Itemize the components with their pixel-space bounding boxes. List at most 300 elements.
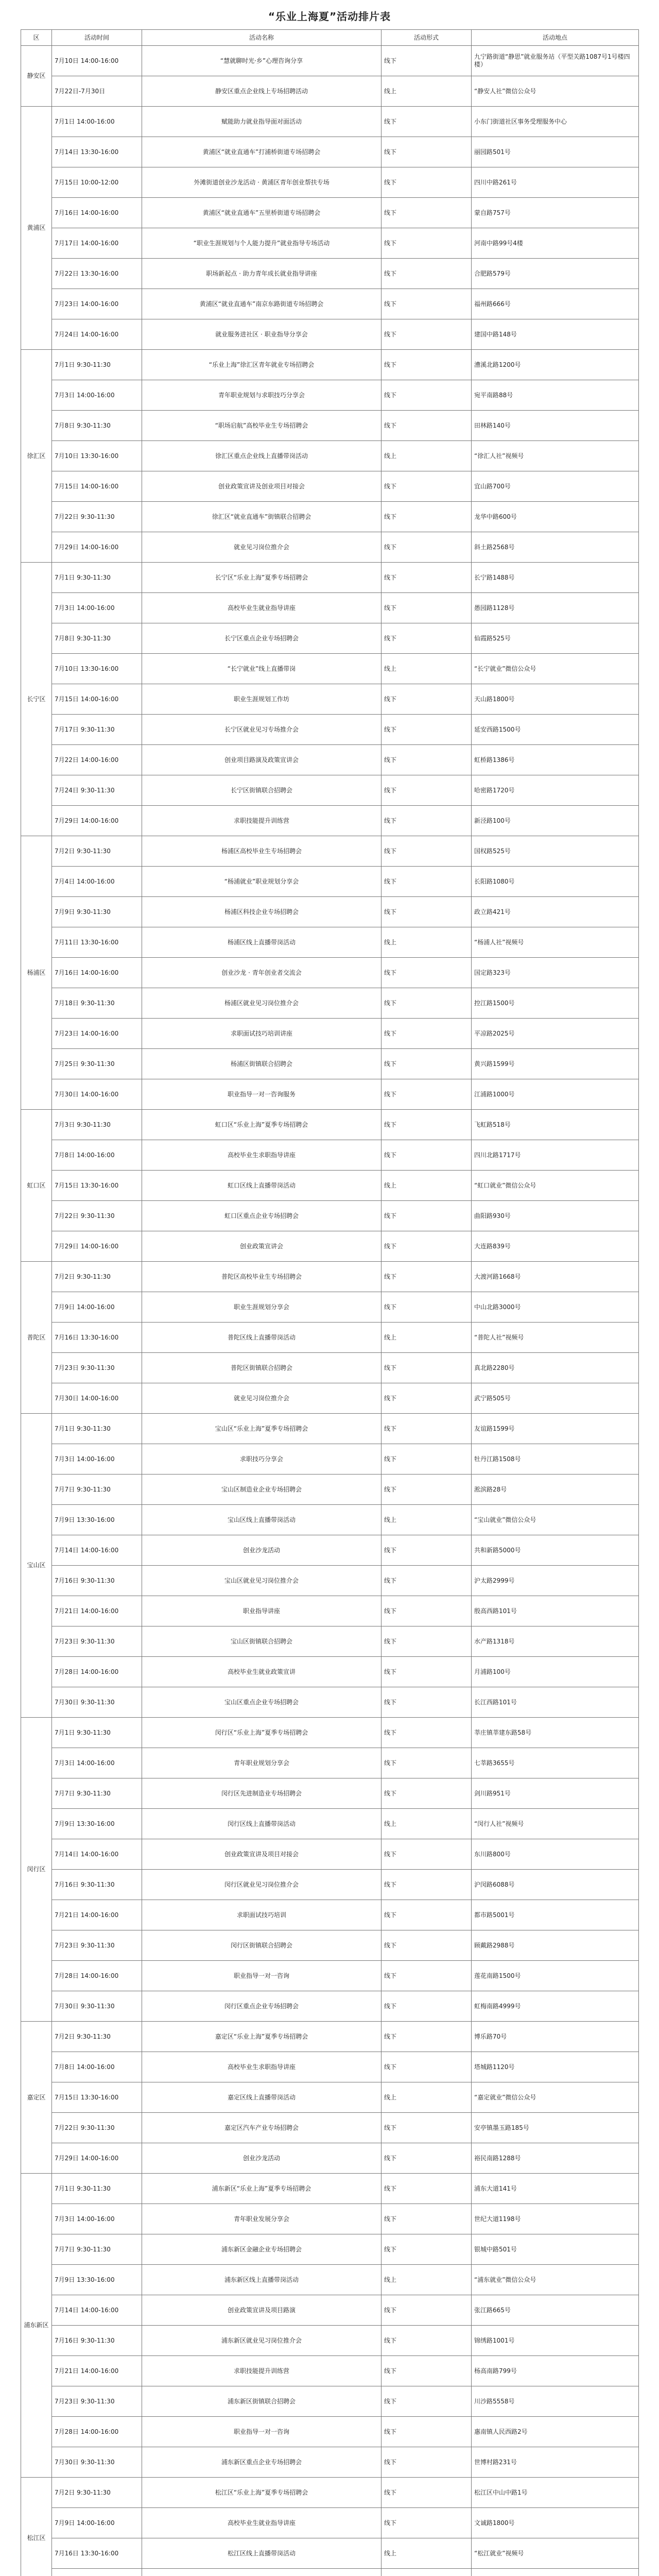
activity-form-cell: 线下 [381, 1079, 472, 1110]
activity-name-cell: 松江区“乐业上海”夏季专场招聘会 [142, 2478, 381, 2508]
activity-place-cell: 宜山路700号 [472, 471, 639, 502]
activity-place-cell: 锦绣路1001号 [472, 2326, 639, 2356]
activity-name-cell: 宝山区就业见习岗位推介会 [142, 1566, 381, 1596]
table-row [21, 1930, 639, 1961]
table-row [21, 775, 639, 806]
table-row [21, 927, 639, 958]
table-row [21, 532, 639, 563]
activity-place-cell: 中山北路3000号 [472, 1292, 639, 1323]
activity-form-cell: 线下 [381, 1414, 472, 1444]
table-row [21, 836, 639, 867]
activity-name-cell: 杨浦区高校毕业生专场招聘会 [142, 836, 381, 867]
activity-form-cell: 线下 [381, 228, 472, 259]
activity-name-cell: 创业政策宣讲会 [142, 1231, 381, 1262]
activity-time-cell: 7月7日 9:30-11:30 [52, 1475, 142, 1505]
activity-time-cell: 7月28日 14:00-16:00 [52, 1961, 142, 1991]
activity-place-cell: 塔城路1120号 [472, 2052, 639, 2082]
table-row [21, 502, 639, 532]
activity-place-cell: 新泾路100号 [472, 806, 639, 836]
activity-form-cell: 线下 [381, 2508, 472, 2538]
activity-time-cell: 7月14日 13:30-16:00 [52, 137, 142, 167]
activity-form-cell: 线下 [381, 897, 472, 927]
column-header-district: 区 [21, 30, 52, 46]
activity-time-cell: 7月23日 9:30-11:30 [52, 1930, 142, 1961]
activity-place-cell: 长江西路101号 [472, 1687, 639, 1718]
activity-time-cell: 7月9日 14:00-16:00 [52, 2508, 142, 2538]
activity-name-cell: 创业沙龙活动 [142, 1535, 381, 1566]
activity-time-cell: 7月18日 9:30-11:30 [52, 988, 142, 1019]
activity-form-cell: 线下 [381, 623, 472, 654]
activity-time-cell: 7月8日 14:00-16:00 [52, 2052, 142, 2082]
activity-form-cell: 线下 [381, 2234, 472, 2265]
activity-name-cell: 浦东新区重点企业专场招聘会 [142, 2447, 381, 2478]
activity-name-cell: 闵行区先进制造业专场招聘会 [142, 1778, 381, 1809]
table-row [21, 350, 639, 380]
activity-place-cell: 国权路525号 [472, 836, 639, 867]
activity-name-cell: 杨浦区就业见习岗位推介会 [142, 988, 381, 1019]
activity-form-cell: 线下 [381, 2143, 472, 2174]
table-row [21, 1961, 639, 1991]
activity-place-cell: 江浦路1000号 [472, 1079, 639, 1110]
activity-place-cell [472, 2569, 639, 2576]
activity-name-cell: 宝山区街镇联合招聘会 [142, 1626, 381, 1657]
activity-form-cell: 线下 [381, 1049, 472, 1079]
activity-form-cell: 线上 [381, 1505, 472, 1535]
district-cell: 宝山区 [21, 1414, 52, 1718]
activity-place-cell: “徐汇人社”视频号 [472, 441, 639, 471]
activity-place-cell: 银城中路501号 [472, 2234, 639, 2265]
activity-form-cell: 线上 [381, 76, 472, 107]
activity-time-cell: 7月15日 13:30-16:00 [52, 1171, 142, 1201]
activity-form-cell: 线下 [381, 593, 472, 623]
activity-form-cell: 线下 [381, 289, 472, 319]
activity-place-cell: 河南中路99号4楼 [472, 228, 639, 259]
activity-time-cell: 7月16日 13:30-16:00 [52, 2538, 142, 2569]
activity-name-cell: 虹口区“乐业上海”夏季专场招聘会 [142, 1110, 381, 1140]
activity-form-cell: 线下 [381, 1262, 472, 1292]
activity-time-cell: 7月16日 14:00-16:00 [52, 198, 142, 228]
district-cell: 松江区 [21, 2478, 52, 2576]
activity-name-cell: 徐汇区“就业直通车”街镇联合招聘会 [142, 502, 381, 532]
activity-name-cell: 松江区线上直播带岗活动 [142, 2538, 381, 2569]
table-row [21, 1079, 639, 1110]
table-row [21, 2052, 639, 2082]
activity-time-cell: 7月24日 14:00-16:00 [52, 319, 142, 350]
activity-name-cell: 浦东新区街镇联合招聘会 [142, 2386, 381, 2417]
activity-form-cell: 线下 [381, 867, 472, 897]
activity-time-cell [52, 2569, 142, 2576]
activity-place-cell: 沪闵路6088号 [472, 1870, 639, 1900]
table-row [21, 2204, 639, 2234]
table-row [21, 76, 639, 107]
activity-form-cell: 线下 [381, 107, 472, 137]
activity-name-cell: 求职面试技巧培训 [142, 1900, 381, 1930]
table-body [21, 46, 639, 2576]
activity-name-cell: 长宁区“乐业上海”夏季专场招聘会 [142, 563, 381, 593]
activity-name-cell: 虹口区线上直播带岗活动 [142, 1171, 381, 1201]
table-row [21, 2113, 639, 2143]
activity-time-cell: 7月16日 9:30-11:30 [52, 2326, 142, 2356]
activity-form-cell: 线下 [381, 198, 472, 228]
activity-name-cell: 长宁区就业见习专场推介会 [142, 715, 381, 745]
activity-name-cell: “乐业上海”徐汇区青年就业专场招聘会 [142, 350, 381, 380]
activity-place-cell: 殷高西路101号 [472, 1596, 639, 1626]
activity-time-cell: 7月3日 14:00-16:00 [52, 593, 142, 623]
table-row [21, 2082, 639, 2113]
table-row [21, 1475, 639, 1505]
table-row [21, 1049, 639, 1079]
table-row [21, 988, 639, 1019]
activity-name-cell: 宝山区线上直播带岗活动 [142, 1505, 381, 1535]
table-row [21, 1778, 639, 1809]
activity-name-cell: 就业见习岗位推介会 [142, 1383, 381, 1414]
activity-form-cell: 线下 [381, 2204, 472, 2234]
activity-form-cell: 线下 [381, 167, 472, 198]
table-row [21, 1292, 639, 1323]
table-row [21, 745, 639, 775]
activity-time-cell: 7月9日 13:30-16:00 [52, 1809, 142, 1839]
activity-form-cell: 线下 [381, 1201, 472, 1231]
activity-form-cell: 线下 [381, 1748, 472, 1778]
activity-place-cell: “宝山就业”微信公众号 [472, 1505, 639, 1535]
activity-form-cell: 线下 [381, 1535, 472, 1566]
activity-form-cell: 线下 [381, 1231, 472, 1262]
activity-place-cell: 东川路800号 [472, 1839, 639, 1870]
activity-name-cell: 闵行区线上直播带岗活动 [142, 1809, 381, 1839]
activity-time-cell: 7月10日 14:00-16:00 [52, 46, 142, 76]
table-row [21, 1262, 639, 1292]
activity-place-cell: 文诚路1800号 [472, 2508, 639, 2538]
activity-place-cell: 丽园路501号 [472, 137, 639, 167]
activity-place-cell: 浦东大道141号 [472, 2174, 639, 2204]
activity-time-cell: 7月16日 9:30-11:30 [52, 1870, 142, 1900]
activity-time-cell: 7月9日 9:30-11:30 [52, 897, 142, 927]
activity-place-cell: 惠南镇人民西路2号 [472, 2417, 639, 2447]
activity-name-cell: 求职面试技巧培训讲座 [142, 1019, 381, 1049]
activity-time-cell: 7月29日 14:00-16:00 [52, 2143, 142, 2174]
table-row [21, 684, 639, 715]
activity-name-cell: 高校毕业生就业政策宣讲 [142, 1657, 381, 1687]
activity-time-cell: 7月22日 9:30-11:30 [52, 1201, 142, 1231]
activity-name-cell: “杨浦就业”职业规划分享会 [142, 867, 381, 897]
activity-time-cell: 7月15日 10:00-12:00 [52, 167, 142, 198]
table-row [21, 1718, 639, 1748]
activity-place-cell: 宛平南路88号 [472, 380, 639, 411]
activity-place-cell: 大渡河路1668号 [472, 1262, 639, 1292]
activity-place-cell: 漕溪北路1200号 [472, 350, 639, 380]
activity-place-cell: 延安西路1500号 [472, 715, 639, 745]
activity-place-cell: 飞虹路518号 [472, 1110, 639, 1140]
activity-time-cell: 7月29日 14:00-16:00 [52, 1231, 142, 1262]
table-row [21, 1201, 639, 1231]
activity-place-cell: 曲阳路930号 [472, 1201, 639, 1231]
activity-name-cell: 闵行区“乐业上海”夏季专场招聘会 [142, 1718, 381, 1748]
activity-place-cell: 莘庄镇莘建东路58号 [472, 1718, 639, 1748]
table-row [21, 380, 639, 411]
activity-name-cell: 创业政策宣讲及项目对接会 [142, 1839, 381, 1870]
table-row [21, 2326, 639, 2356]
activity-place-cell: 友谊路1599号 [472, 1414, 639, 1444]
activity-time-cell: 7月9日 13:30-16:00 [52, 2265, 142, 2295]
activity-form-cell: 线下 [381, 1566, 472, 1596]
table-row [21, 1444, 639, 1475]
activity-place-cell: 小东门街道社区事务受理服务中心 [472, 107, 639, 137]
activity-time-cell: 7月22日 9:30-11:30 [52, 2113, 142, 2143]
activity-form-cell: 线下 [381, 1475, 472, 1505]
activity-form-cell: 线下 [381, 350, 472, 380]
activity-place-cell: 武宁路505号 [472, 1383, 639, 1414]
table-row [21, 167, 639, 198]
activity-place-cell: 虹桥路1386号 [472, 745, 639, 775]
activity-form-cell: 线上 [381, 1809, 472, 1839]
activity-place-cell: “嘉定就业”微信公众号 [472, 2082, 639, 2113]
activity-place-cell: 顾戴路2988号 [472, 1930, 639, 1961]
activity-form-cell: 线上 [381, 2265, 472, 2295]
district-cell: 静安区 [21, 46, 52, 107]
activity-time-cell: 7月30日 9:30-11:30 [52, 2447, 142, 2478]
activity-time-cell: 7月9日 14:00-16:00 [52, 1292, 142, 1323]
activity-time-cell: 7月30日 14:00-16:00 [52, 1079, 142, 1110]
activity-form-cell: 线下 [381, 1900, 472, 1930]
activity-form-cell: 线下 [381, 1930, 472, 1961]
activity-form-cell: 线下 [381, 2447, 472, 2478]
activity-place-cell: 剑川路951号 [472, 1778, 639, 1809]
district-cell: 浦东新区 [21, 2174, 52, 2478]
table-row [21, 1687, 639, 1718]
activity-place-cell: “松江就业”视频号 [472, 2538, 639, 2569]
activity-place-cell: 安亭镇墨玉路185号 [472, 2113, 639, 2143]
table-row [21, 1809, 639, 1839]
activity-time-cell: 7月21日 14:00-16:00 [52, 1900, 142, 1930]
activity-time-cell: 7月8日 14:00-16:00 [52, 1140, 142, 1171]
activity-name-cell: 高校毕业生求职指导讲座 [142, 2052, 381, 2082]
schedule-table [21, 29, 639, 2576]
activity-form-cell: 线下 [381, 836, 472, 867]
table-row [21, 107, 639, 137]
district-cell: 长宁区 [21, 563, 52, 836]
activity-name-cell: 职业生涯规划工作坊 [142, 684, 381, 715]
activity-place-cell: 张江路665号 [472, 2295, 639, 2326]
table-row [21, 289, 639, 319]
activity-place-cell: 九宁路街道“静思”就业服务站（平型关路1087号1号楼四楼） [472, 46, 639, 76]
column-header-place: 活动地点 [472, 30, 639, 46]
district-cell: 杨浦区 [21, 836, 52, 1110]
table-row [21, 1383, 639, 1414]
activity-time-cell: 7月30日 14:00-16:00 [52, 1383, 142, 1414]
activity-name-cell: “慧就聊时光·乡”心理咨询分享 [142, 46, 381, 76]
activity-name-cell: “职业生涯规划与个人能力提升”就业指导专场活动 [142, 228, 381, 259]
activity-place-cell: 川沙路5558号 [472, 2386, 639, 2417]
table-row [21, 2265, 639, 2295]
page-title: “乐业上海夏”活动排片表 [268, 10, 391, 23]
activity-place-cell: 建国中路148号 [472, 319, 639, 350]
table-row [21, 2143, 639, 2174]
activity-name-cell: 赋能助力就业指导面对面活动 [142, 107, 381, 137]
table-row [21, 46, 639, 76]
activity-place-cell: 国定路323号 [472, 958, 639, 988]
activity-name-cell: 青年职业规划与求职技巧分享会 [142, 380, 381, 411]
activity-name-cell: 高校毕业生求职指导讲座 [142, 1140, 381, 1171]
activity-place-cell: 天山路1800号 [472, 684, 639, 715]
activity-name-cell: 高校毕业生就业指导讲座 [142, 2508, 381, 2538]
activity-form-cell: 线下 [381, 411, 472, 441]
district-cell: 闵行区 [21, 1718, 52, 2022]
activity-form-cell: 线下 [381, 502, 472, 532]
activity-time-cell: 7月17日 9:30-11:30 [52, 715, 142, 745]
activity-place-cell: 共和新路5000号 [472, 1535, 639, 1566]
activity-place-cell: 沪太路2999号 [472, 1566, 639, 1596]
activity-place-cell: “闵行人社”视频号 [472, 1809, 639, 1839]
activity-time-cell: 7月17日 14:00-16:00 [52, 228, 142, 259]
activity-time-cell: 7月23日 14:00-16:00 [52, 1019, 142, 1049]
table-header [21, 30, 639, 46]
table-row [21, 1019, 639, 1049]
activity-place-cell: 七莘路3655号 [472, 1748, 639, 1778]
activity-time-cell: 7月11日 13:30-16:00 [52, 927, 142, 958]
activity-place-cell: “杨浦人社”视频号 [472, 927, 639, 958]
activity-time-cell: 7月23日 14:00-16:00 [52, 289, 142, 319]
table-row [21, 2417, 639, 2447]
activity-name-cell: 创业沙龙活动 [142, 2143, 381, 2174]
activity-time-cell: 7月23日 9:30-11:30 [52, 1626, 142, 1657]
table-row [21, 1505, 639, 1535]
activity-form-cell: 线下 [381, 2113, 472, 2143]
activity-name-cell: 创业沙龙 · 青年创业者交流会 [142, 958, 381, 988]
activity-time-cell: 7月14日 14:00-16:00 [52, 2295, 142, 2326]
activity-form-cell: 线下 [381, 1353, 472, 1383]
activity-name-cell: 职业指导讲座 [142, 1596, 381, 1626]
activity-name-cell: 创业政策宣讲及创业项目对接会 [142, 471, 381, 502]
table-row [21, 563, 639, 593]
activity-name-cell: 宝山区制造业企业专场招聘会 [142, 1475, 381, 1505]
activity-name-cell: 浦东新区金融企业专场招聘会 [142, 2234, 381, 2265]
table-row [21, 411, 639, 441]
activity-place-cell: 杨高南路799号 [472, 2356, 639, 2386]
activity-name-cell: 闵行区就业见习岗位推介会 [142, 1870, 381, 1900]
activity-place-cell: 黄兴路1599号 [472, 1049, 639, 1079]
activity-form-cell: 线下 [381, 137, 472, 167]
table-row [21, 1626, 639, 1657]
table-row [21, 2386, 639, 2417]
activity-form-cell: 线上 [381, 654, 472, 684]
activity-form-cell: 线下 [381, 1019, 472, 1049]
activity-form-cell: 线下 [381, 1839, 472, 1870]
district-cell: 普陀区 [21, 1262, 52, 1414]
activity-form-cell: 线下 [381, 2478, 472, 2508]
activity-name-cell: 职业指导一对一咨询 [142, 1961, 381, 1991]
activity-place-cell: 四川中路261号 [472, 167, 639, 198]
activity-place-cell: 控江路1500号 [472, 988, 639, 1019]
table-row [21, 1535, 639, 1566]
activity-form-cell [381, 2569, 472, 2576]
table-row [21, 867, 639, 897]
table-row [21, 1414, 639, 1444]
activity-form-cell: 线下 [381, 2386, 472, 2417]
activity-time-cell: 7月21日 14:00-16:00 [52, 1596, 142, 1626]
activity-name-cell: 就业见习岗位推介会 [142, 532, 381, 563]
activity-name-cell: 嘉定区“乐业上海”夏季专场招聘会 [142, 2022, 381, 2052]
activity-name-cell: 职业指导一对一咨询 [142, 2417, 381, 2447]
activity-name-cell: 宝山区“乐业上海”夏季专场招聘会 [142, 1414, 381, 1444]
activity-place-cell: “虹口就业”微信公众号 [472, 1171, 639, 1201]
activity-time-cell: 7月1日 9:30-11:30 [52, 1414, 142, 1444]
activity-place-cell: 合肥路579号 [472, 259, 639, 289]
activity-place-cell: 蒙自路757号 [472, 198, 639, 228]
table-row [21, 623, 639, 654]
activity-name-cell: “职场启航”高校毕业生专场招聘会 [142, 411, 381, 441]
activity-name-cell: 浦东新区线上直播带岗活动 [142, 2265, 381, 2295]
activity-time-cell: 7月16日 14:00-16:00 [52, 958, 142, 988]
table-row [21, 1231, 639, 1262]
district-cell: 黄浦区 [21, 107, 52, 350]
activity-place-cell: 真北路2280号 [472, 1353, 639, 1383]
activity-time-cell: 7月7日 9:30-11:30 [52, 2234, 142, 2265]
activity-time-cell: 7月10日 13:30-16:00 [52, 441, 142, 471]
activity-form-cell: 线下 [381, 2174, 472, 2204]
activity-name-cell: 长宁区街镇联合招聘会 [142, 775, 381, 806]
activity-time-cell: 7月22日 14:00-16:00 [52, 745, 142, 775]
activity-place-cell: 世博村路231号 [472, 2447, 639, 2478]
activity-name-cell: 青年职业规划分享会 [142, 1748, 381, 1778]
activity-form-cell: 线下 [381, 775, 472, 806]
activity-form-cell: 线上 [381, 2538, 472, 2569]
activity-name-cell: 杨浦区街镇联合招聘会 [142, 1049, 381, 1079]
table-row [21, 715, 639, 745]
activity-form-cell: 线上 [381, 1323, 472, 1353]
activity-form-cell: 线下 [381, 988, 472, 1019]
activity-place-cell: 长宁路1488号 [472, 563, 639, 593]
activity-time-cell: 7月8日 9:30-11:30 [52, 623, 142, 654]
activity-form-cell: 线上 [381, 2082, 472, 2113]
activity-form-cell: 线下 [381, 1687, 472, 1718]
activity-form-cell: 线下 [381, 958, 472, 988]
table-row [21, 2569, 639, 2576]
table-row [21, 137, 639, 167]
activity-form-cell: 线下 [381, 259, 472, 289]
column-header-time: 活动时间 [52, 30, 142, 46]
table-row [21, 897, 639, 927]
activity-name-cell: 长宁区重点企业专场招聘会 [142, 623, 381, 654]
activity-name-cell: 高校毕业生就业指导讲座 [142, 593, 381, 623]
activity-place-cell: 四川北路1717号 [472, 1140, 639, 1171]
table-row [21, 2478, 639, 2508]
table-row [21, 1748, 639, 1778]
activity-place-cell: 莲花南路1500号 [472, 1961, 639, 1991]
activity-time-cell: 7月1日 14:00-16:00 [52, 107, 142, 137]
activity-name-cell: 闵行区重点企业专场招聘会 [142, 1991, 381, 2022]
activity-place-cell: “长宁就业”微信公众号 [472, 654, 639, 684]
activity-time-cell: 7月10日 13:30-16:00 [52, 654, 142, 684]
activity-form-cell: 线上 [381, 1171, 472, 1201]
activity-name-cell: 黄浦区“就业直通车”南京东路街道专场招聘会 [142, 289, 381, 319]
activity-time-cell: 7月9日 13:30-16:00 [52, 1505, 142, 1535]
activity-place-cell: 龙华中路600号 [472, 502, 639, 532]
activity-place-cell: “静安人社”微信公众号 [472, 76, 639, 107]
activity-place-cell: 平凉路2025号 [472, 1019, 639, 1049]
activity-name-cell: 普陀区高校毕业生专场招聘会 [142, 1262, 381, 1292]
activity-form-cell: 线下 [381, 2417, 472, 2447]
activity-place-cell: 裕民南路1288号 [472, 2143, 639, 2174]
activity-time-cell: 7月21日 14:00-16:00 [52, 2356, 142, 2386]
activity-time-cell: 7月3日 9:30-11:30 [52, 1110, 142, 1140]
column-header-form: 活动形式 [381, 30, 472, 46]
activity-place-cell: 松江区中山中路1号 [472, 2478, 639, 2508]
activity-time-cell: 7月3日 14:00-16:00 [52, 1444, 142, 1475]
activity-time-cell: 7月2日 9:30-11:30 [52, 836, 142, 867]
activity-name-cell: 职业指导一对一咨询服务 [142, 1079, 381, 1110]
activity-name-cell: 外滩街道创业沙龙活动 · 黄浦区青年创业帮扶专场 [142, 167, 381, 198]
activity-name-cell: 黄浦区“就业直通车”五里桥街道专场招聘会 [142, 198, 381, 228]
